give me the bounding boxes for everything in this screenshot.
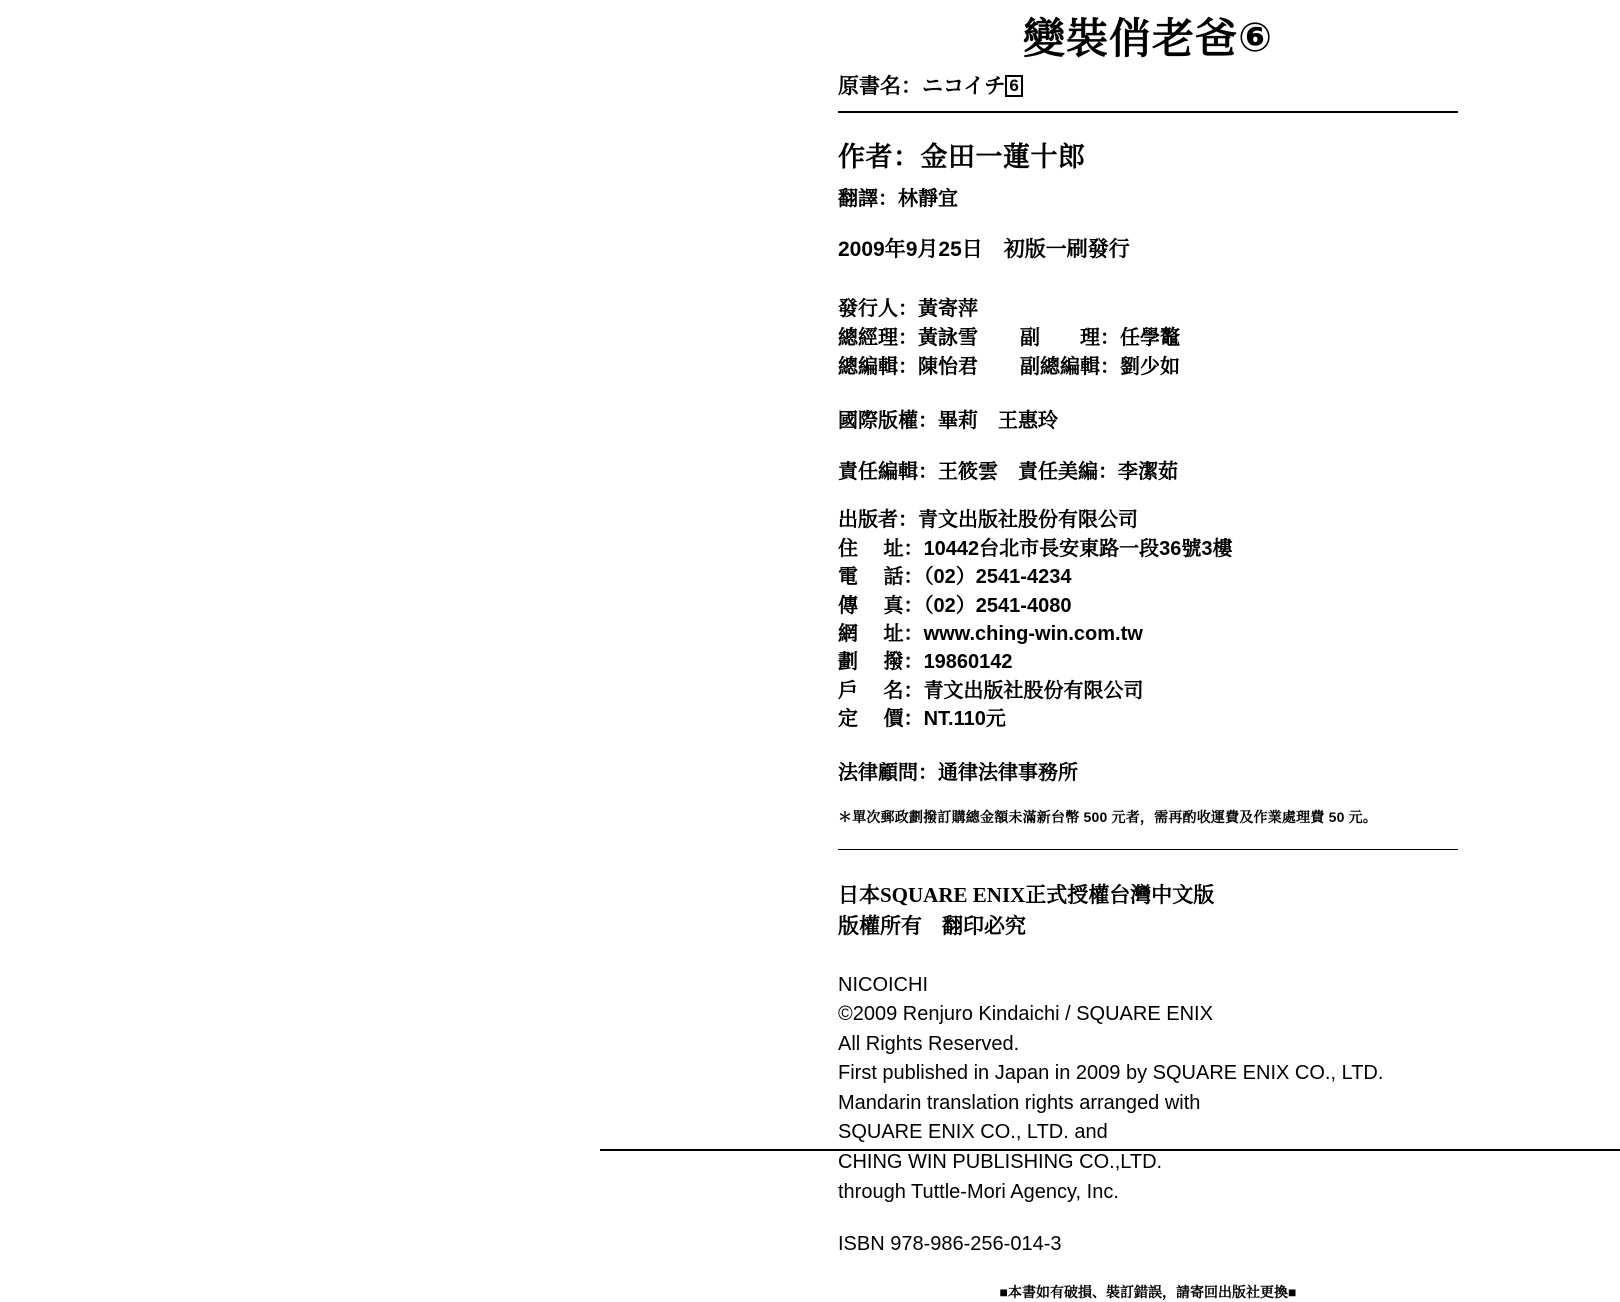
publisher-address-label: 住 址： xyxy=(838,537,924,560)
license-line-2b: 翻印必究 xyxy=(942,914,1026,938)
english-line-7: CHING WIN PUBLISHING CO.,LTD. xyxy=(838,1151,1163,1174)
isbn-line: ISBN 978-986-256-014-3 xyxy=(838,1233,1062,1256)
footer-note: ■本書如有破損、裝訂錯誤，請寄回出版社更換■ xyxy=(999,1284,1297,1301)
english-line-4: First published in Japan in 2009 by SQUARE ENIX CO., LTD. xyxy=(838,1062,1384,1085)
publisher-account-row xyxy=(838,677,1458,705)
original-title xyxy=(838,74,1458,99)
staff-general-manager: 總經理：黃詠雪 xyxy=(838,327,978,350)
staff-deputy-chief-editor: 副總編輯：劉少如 xyxy=(1020,356,1180,379)
responsible-editors: 責任編輯：王筱雲 責任美編：李潔茹 xyxy=(838,461,1178,484)
english-line-8: through Tuttle-Mori Agency, Inc. xyxy=(838,1180,1119,1203)
divider-middle xyxy=(838,849,1458,850)
publisher-web-row xyxy=(838,620,1458,648)
staff-block xyxy=(838,295,1458,382)
staff-managers-row xyxy=(838,324,1458,353)
staff-editors-row xyxy=(838,353,1458,382)
publisher-company-label: 出版者： xyxy=(838,509,918,532)
publisher-address-row xyxy=(838,535,1458,563)
publisher-address-value: 10442台北市長安東路一段36號3樓 xyxy=(923,537,1233,560)
publisher-fax-row xyxy=(838,592,1458,620)
english-line-6: SQUARE ENIX CO., LTD. and xyxy=(838,1121,1108,1144)
publisher-price-value: NT.110元 xyxy=(923,708,1006,731)
publisher-web-label: 網 址： xyxy=(838,622,924,645)
staff-deputy-manager: 副 理：任學鼇 xyxy=(1020,327,1180,350)
publisher-giro-label: 劃 撥： xyxy=(838,651,924,674)
staff-chief-editor: 總編輯：陳怡君 xyxy=(838,356,978,379)
license-line-2: 版權所有 xyxy=(838,914,922,938)
publisher-fax-value: （02）2541-4080 xyxy=(923,594,1072,617)
volume-number: ⑥ xyxy=(1238,16,1273,60)
english-line-5: Mandarin translation rights arranged with xyxy=(838,1091,1201,1114)
publisher-giro-row xyxy=(838,648,1458,676)
original-title-volume: 6 xyxy=(1005,75,1022,97)
english-copyright-block xyxy=(838,971,1458,1208)
divider-top xyxy=(838,111,1458,113)
publisher-tel-row xyxy=(838,563,1458,591)
publisher-account-label: 戶 名： xyxy=(838,679,924,702)
english-line-2: ©2009 Renjuro Kindaichi / SQUARE ENIX xyxy=(838,1003,1213,1026)
english-line-1: NICOICHI xyxy=(838,973,928,996)
shipping-note: ＊單次郵政劃撥訂購總金額未滿新台幣 500 元者，需再酌收運費及作業處理費 50 元。 xyxy=(838,808,1378,825)
legal-advisor: 法律顧問：通律法律事務所 xyxy=(838,761,1078,784)
license-block xyxy=(838,880,1458,943)
translator-line: 翻譯：林靜宜 xyxy=(838,188,958,211)
english-line-3: All Rights Reserved. xyxy=(838,1032,1020,1055)
publisher-price-label: 定 價： xyxy=(838,708,924,731)
publication-date: 2009年9月25日 初版一刷發行 xyxy=(838,238,1130,262)
colophon-content xyxy=(838,0,1458,1302)
publisher-price-row xyxy=(838,705,1458,733)
publisher-fax-label: 傳 真： xyxy=(838,594,924,617)
publisher-block xyxy=(838,506,1458,733)
staff-publisher-person: 發行人：黃寄萍 xyxy=(838,298,978,321)
original-title-label: 原書名：ニコイチ xyxy=(838,75,1006,99)
book-title xyxy=(838,16,1458,62)
publisher-company-row xyxy=(838,506,1458,534)
publisher-tel-label: 電 話： xyxy=(838,566,924,589)
license-line-2-row xyxy=(838,911,1458,943)
international-rights: 國際版權：畢莉 王惠玲 xyxy=(838,410,1058,433)
author-line: 作者：金田一蓮十郎 xyxy=(838,142,1086,173)
publisher-company-value: 青文出版社股份有限公司 xyxy=(918,509,1138,532)
publisher-giro-value: 19860142 xyxy=(923,651,1013,674)
license-line-1: 日本SQUARE ENIX正式授權台灣中文版 xyxy=(838,882,1215,907)
publisher-web-value: www.ching-win.com.tw xyxy=(923,622,1143,645)
book-title-text: 變裝俏老爸 xyxy=(1023,15,1239,62)
publisher-account-value: 青文出版社股份有限公司 xyxy=(923,679,1144,702)
publisher-tel-value: （02）2541-4234 xyxy=(923,566,1072,589)
